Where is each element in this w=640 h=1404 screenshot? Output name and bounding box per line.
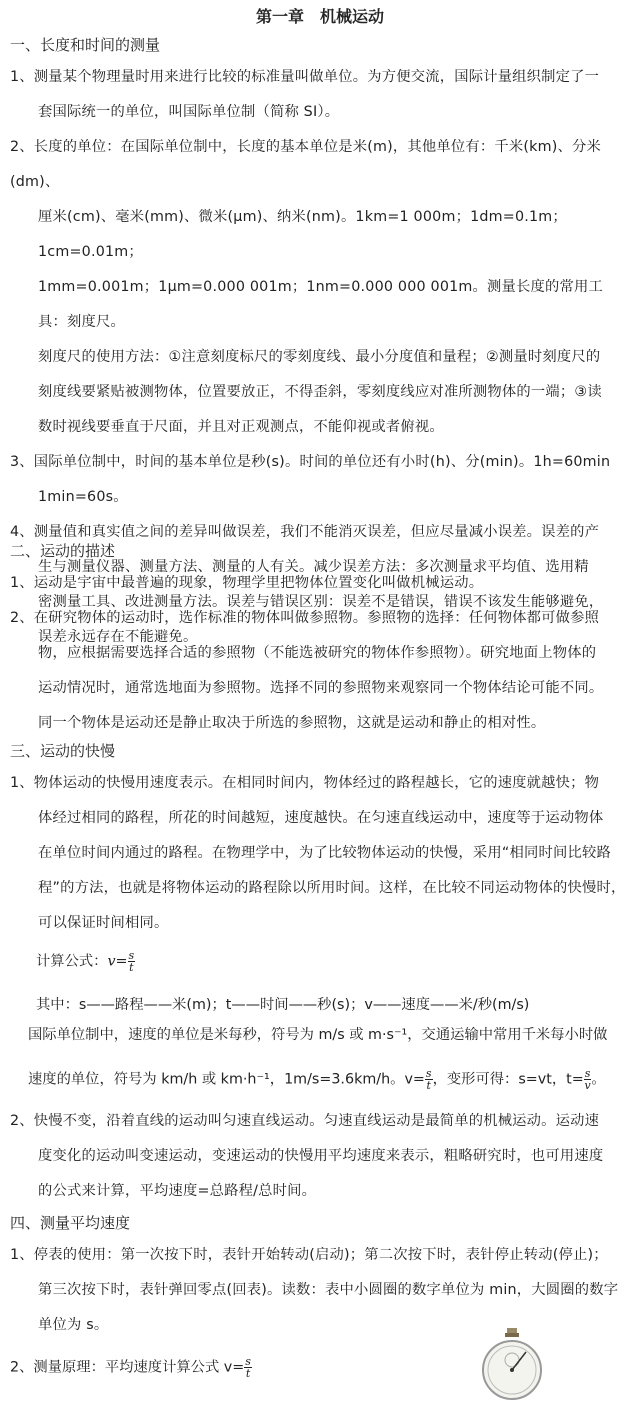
principle-text: 2、测量原理：平均速度计算公式 v= bbox=[10, 1359, 245, 1376]
fraction bbox=[244, 1356, 252, 1379]
text-line: 误差永远存在不能避免。 bbox=[38, 629, 198, 645]
text-line: 在单位时间内通过的路程。在物理学中，为了比较物体运动的快慢，采用“相同时间比较路 bbox=[38, 845, 611, 861]
fraction-numerator: s bbox=[245, 1355, 251, 1368]
fraction-numerator: s bbox=[584, 1067, 591, 1080]
fraction-numerator: s bbox=[425, 1067, 432, 1080]
text-line: 2、在研究物体的运动时，选作标准的物体叫做参照物。参照物的选择：任何物体都可做参照 bbox=[10, 610, 600, 626]
text-line: 同一个物体是运动还是静止取决于所选的参照物，这就是运动和静止的相对性。 bbox=[38, 715, 546, 731]
text-line: 单位为 s。 bbox=[38, 1317, 109, 1333]
text-line: 数时视线要垂直于尺面，并且对正观测点，不能仰视或者俯视。 bbox=[38, 419, 444, 435]
unit-line-b bbox=[28, 1068, 606, 1091]
text-line: 2、快慢不变，沿着直线的运动叫匀速直线运动。匀速直线运动是最简单的机械运动。运动速 bbox=[10, 1113, 600, 1129]
fraction-numerator: s bbox=[128, 949, 135, 962]
unit-line-a: 国际单位制中，速度的单位是米每秒，符号为 m/s 或 m·s⁻¹，交通运输中常用千米每小时做 bbox=[28, 1027, 608, 1043]
fraction-denominator: t bbox=[426, 1079, 431, 1092]
text-line: 刻度尺的使用方法：①注意刻度标尺的零刻度线、最小分度值和量程；②测量时刻度尺的 bbox=[38, 349, 601, 365]
text-line: 3、国际单位制中，时间的基本单位是秒(s)。时间的单位还有小时(h)、分(min)。1h=60min bbox=[10, 454, 611, 470]
fraction-denominator: t bbox=[129, 961, 134, 974]
text-line: 1、测量某个物理量时用来进行比较的标准量叫做单位。为方便交流，国际计量组织制定了一 bbox=[10, 69, 600, 85]
unit-line-b-pre: 速度的单位，符号为 km/h 或 km·h⁻¹，1m/s=3.6km/h。v= bbox=[28, 1071, 425, 1088]
fraction bbox=[128, 950, 136, 973]
text-line: 第三次按下时，表针弹回零点(回表)。读数：表中小圆圈的数字单位为 min，大圆圈的数字 bbox=[38, 1282, 619, 1298]
section-heading-1: 一、长度和时间的测量 bbox=[10, 36, 161, 54]
text-line: 生与测量仪器、测量方法、测量的人有关。减少误差方法：多次测量求平均值、选用精 bbox=[38, 559, 589, 575]
paragraph-block-s3 bbox=[10, 766, 630, 941]
formula-lhs: v= bbox=[107, 953, 128, 970]
text-line: 刻度线要紧贴被测物体，位置要放正，不得歪斜，零刻度线应对准所测物体的一端；③读 bbox=[38, 384, 602, 400]
formula-label: 计算公式： bbox=[36, 953, 108, 970]
text-line: 运动情况时，通常选地面为参照物。选择不同的参照物来观察同一个物体结论可能不同。 bbox=[38, 680, 604, 696]
fraction-denominator: v bbox=[584, 1079, 591, 1092]
chapter-title: 第一章 机械运动 bbox=[255, 7, 384, 26]
unit-line-b-post: ，变形可得：s=vt，t= bbox=[432, 1071, 584, 1088]
paragraph-block-s3b bbox=[10, 1104, 630, 1209]
text-line: 1、运动是宇宙中最普遍的现象，物理学里把物体位置变化叫做机械运动。 bbox=[10, 575, 484, 591]
stopwatch-icon bbox=[476, 1328, 548, 1400]
paragraph-block-s2 bbox=[10, 566, 630, 741]
text-line: 物，应根据需要选择合适的参照物（不能选被研究的物体作参照物）。研究地面上物体的 bbox=[38, 645, 597, 661]
text-line: 度变化的运动叫变速运动，变速运动的快慢用平均速度来表示，粗略研究时，也可用速度 bbox=[38, 1148, 604, 1164]
text-line: 1、停表的使用：第一次按下时，表针开始转动(启动)；第二次按下时，表针停止转动(停止)； bbox=[10, 1247, 608, 1263]
text-line: 4、测量值和真实值之间的差异叫做误差，我们不能消灭误差，但应尽量减小误差。误差的产 bbox=[10, 524, 600, 540]
fraction bbox=[425, 1068, 433, 1091]
text-line: 厘米(cm)、毫米(mm)、微米(μm)、纳米(nm)。1km=1 000m；1dm=0.1m；1cm=0.01m； bbox=[38, 209, 567, 260]
fraction-denominator: t bbox=[245, 1367, 251, 1380]
unit-line-b-end: 。 bbox=[591, 1071, 606, 1088]
speed-formula bbox=[36, 950, 135, 973]
measurement-principle bbox=[10, 1356, 252, 1379]
text-line: 的公式来计算，平均速度=总路程/总时间。 bbox=[38, 1183, 317, 1199]
text-line: 可以保证时间相同。 bbox=[38, 915, 169, 931]
section-heading-2: 二、运动的描述 bbox=[10, 542, 116, 560]
text-line: 套国际统一的单位，叫国际单位制（简称 SI）。 bbox=[38, 104, 340, 120]
text-line: 1min=60s。 bbox=[38, 489, 128, 505]
text-line: 程”的方法，也就是将物体运动的路程除以所用时间。这样，在比较不同运动物体的快慢时， bbox=[38, 880, 626, 896]
text-line: 1mm=0.001m；1μm=0.000 001m；1nm=0.000 000 001m。测量长度的常用工具：刻度尺。 bbox=[38, 279, 604, 330]
text-line: 体经过相同的路程，所花的时间越短，速度越快。在匀速直线运动中，速度等于运动物体 bbox=[38, 810, 604, 826]
section-heading-4: 四、测量平均速度 bbox=[10, 1214, 131, 1232]
section-heading-3: 三、运动的快慢 bbox=[10, 742, 116, 760]
text-line: 1、物体运动的快慢用速度表示。在相同时间内，物体经过的路程越长，它的速度就越快；物 bbox=[10, 775, 600, 791]
formula-where: 其中：s——路程——米(m)；t——时间——秒(s)；v——速度——米/秒(m/s) bbox=[36, 997, 530, 1013]
text-line: 密测量工具、改进测量方法。误差与错误区别：误差不是错误，错误不该发生能够避免， bbox=[38, 594, 604, 610]
text-line: 2、长度的单位：在国际单位制中，长度的基本单位是米(m)，其他单位有：千米(km)、分米(dm)、 bbox=[10, 139, 602, 190]
